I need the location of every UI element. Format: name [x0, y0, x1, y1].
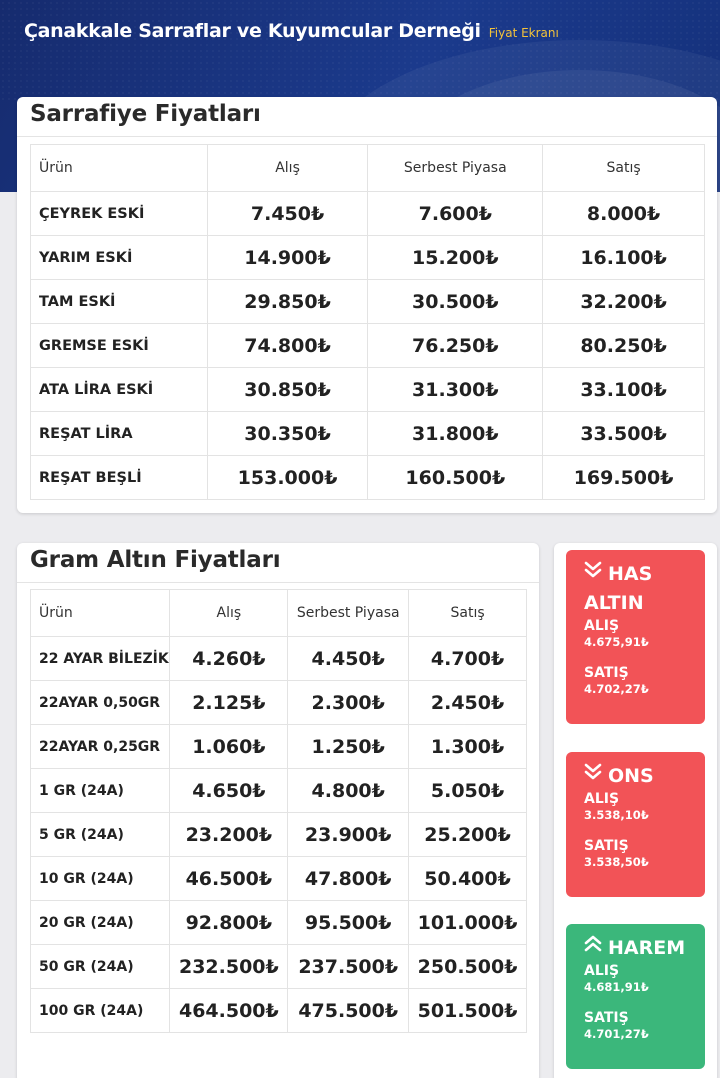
- product-name-cell: ÇEYREK ESKİ: [31, 192, 208, 236]
- table-row: [31, 857, 527, 901]
- table-row: [31, 236, 705, 280]
- sarrafiye-title: Sarrafiye Fiyatları: [17, 97, 717, 137]
- table-header-row: [31, 590, 527, 637]
- buy-price-cell: 153.000₺: [207, 456, 368, 500]
- buy-price-cell: 232.500₺: [170, 945, 288, 989]
- product-name-cell: ATA LİRA ESKİ: [31, 368, 208, 412]
- has-sell-value: 4.702,27₺: [584, 682, 649, 696]
- harem-sell-label: SATIŞ: [584, 1010, 629, 1026]
- product-name-cell: 5 GR (24A): [31, 813, 170, 857]
- market-price-cell: 2.300₺: [288, 681, 409, 725]
- table-row: [31, 637, 527, 681]
- sell-price-cell: 250.500₺: [409, 945, 527, 989]
- product-name-cell: 22AYAR 0,50GR: [31, 681, 170, 725]
- market-price-cell: 4.800₺: [288, 769, 409, 813]
- product-name-cell: REŞAT LİRA: [31, 412, 208, 456]
- table-row: [31, 813, 527, 857]
- market-price-cell: 76.250₺: [368, 324, 543, 368]
- buy-price-cell: 1.060₺: [170, 725, 288, 769]
- buy-price-cell: 30.850₺: [207, 368, 368, 412]
- ons-label: ONS: [608, 765, 654, 787]
- sell-price-cell: 1.300₺: [409, 725, 527, 769]
- product-name-cell: REŞAT BEŞLİ: [31, 456, 208, 500]
- buy-price-cell: 92.800₺: [170, 901, 288, 945]
- buy-price-cell: 14.900₺: [207, 236, 368, 280]
- sell-price-cell: 16.100₺: [543, 236, 705, 280]
- market-price-cell: 475.500₺: [288, 989, 409, 1033]
- table-row: [31, 280, 705, 324]
- site-title: Çanakkale Sarraflar ve Kuyumcular Derneği: [24, 20, 481, 42]
- title-row: [24, 20, 559, 42]
- product-name-cell: TAM ESKİ: [31, 280, 208, 324]
- column-header-sell: Satış: [543, 145, 705, 192]
- product-name-cell: 20 GR (24A): [31, 901, 170, 945]
- market-price-cell: 237.500₺: [288, 945, 409, 989]
- has-buy-label: ALIŞ: [584, 618, 620, 634]
- column-header-market: Serbest Piyasa: [368, 145, 543, 192]
- table-row: [31, 412, 705, 456]
- table-row: [31, 901, 527, 945]
- table-row: [31, 725, 527, 769]
- market-price-cell: 23.900₺: [288, 813, 409, 857]
- product-name-cell: GREMSE ESKİ: [31, 324, 208, 368]
- column-header-product: Ürün: [31, 590, 170, 637]
- gram-table: [30, 589, 527, 1033]
- buy-price-cell: 46.500₺: [170, 857, 288, 901]
- has-sell-label: SATIŞ: [584, 665, 629, 681]
- market-price-cell: 15.200₺: [368, 236, 543, 280]
- table-row: [31, 769, 527, 813]
- sell-price-cell: 169.500₺: [543, 456, 705, 500]
- table-row: [31, 456, 705, 500]
- sell-price-cell: 8.000₺: [543, 192, 705, 236]
- has-buy-value: 4.675,91₺: [584, 635, 649, 649]
- harem-buy-label: ALIŞ: [584, 963, 620, 979]
- table-row: [31, 989, 527, 1033]
- buy-price-cell: 7.450₺: [207, 192, 368, 236]
- market-price-cell: 95.500₺: [288, 901, 409, 945]
- has-altin-line2: ALTIN: [584, 592, 644, 614]
- product-name-cell: 100 GR (24A): [31, 989, 170, 1033]
- harem-buy-value: 4.681,91₺: [584, 980, 649, 994]
- sell-price-cell: 32.200₺: [543, 280, 705, 324]
- buy-price-cell: 2.125₺: [170, 681, 288, 725]
- buy-price-cell: 29.850₺: [207, 280, 368, 324]
- ons-buy-label: ALIŞ: [584, 791, 620, 807]
- product-name-cell: 22AYAR 0,25GR: [31, 725, 170, 769]
- harem-label: HAREM: [608, 937, 686, 959]
- market-price-cell: 1.250₺: [288, 725, 409, 769]
- product-name-cell: 1 GR (24A): [31, 769, 170, 813]
- sell-price-cell: 501.500₺: [409, 989, 527, 1033]
- buy-price-cell: 74.800₺: [207, 324, 368, 368]
- buy-price-cell: 4.260₺: [170, 637, 288, 681]
- sarrafiye-table: [30, 144, 705, 500]
- table-row: [31, 324, 705, 368]
- market-price-cell: 47.800₺: [288, 857, 409, 901]
- harem-name: [584, 934, 705, 963]
- ons-sell-value: 3.538,50₺: [584, 855, 649, 869]
- ons-name: [584, 762, 705, 791]
- market-price-cell: 31.300₺: [368, 368, 543, 412]
- chevron-double-up-icon: [584, 934, 602, 963]
- product-name-cell: YARIM ESKİ: [31, 236, 208, 280]
- column-header-sell: Satış: [409, 590, 527, 637]
- sell-price-cell: 2.450₺: [409, 681, 527, 725]
- buy-price-cell: 464.500₺: [170, 989, 288, 1033]
- ons-box: [566, 752, 705, 897]
- sell-price-cell: 33.500₺: [543, 412, 705, 456]
- column-header-buy: Alış: [207, 145, 368, 192]
- buy-price-cell: 23.200₺: [170, 813, 288, 857]
- sell-price-cell: 80.250₺: [543, 324, 705, 368]
- chevron-double-down-icon: [584, 560, 602, 589]
- sarrafiye-card: [17, 97, 717, 513]
- has-altin-name: [584, 560, 705, 589]
- column-header-buy: Alış: [170, 590, 288, 637]
- gram-card: [17, 543, 539, 1078]
- harem-box: [566, 924, 705, 1069]
- ons-buy-value: 3.538,10₺: [584, 808, 649, 822]
- buy-price-cell: 4.650₺: [170, 769, 288, 813]
- product-name-cell: 50 GR (24A): [31, 945, 170, 989]
- gram-title: Gram Altın Fiyatları: [17, 543, 539, 583]
- market-price-cell: 30.500₺: [368, 280, 543, 324]
- site-subtitle: Fiyat Ekranı: [488, 26, 559, 40]
- market-price-cell: 31.800₺: [368, 412, 543, 456]
- table-row: [31, 681, 527, 725]
- sell-price-cell: 4.700₺: [409, 637, 527, 681]
- has-altin-box: [566, 550, 705, 724]
- sell-price-cell: 33.100₺: [543, 368, 705, 412]
- sell-price-cell: 25.200₺: [409, 813, 527, 857]
- summary-panel: [554, 543, 717, 1078]
- product-name-cell: 10 GR (24A): [31, 857, 170, 901]
- chevron-double-down-icon: [584, 762, 602, 791]
- table-row: [31, 368, 705, 412]
- has-altin-line1: HAS: [608, 563, 653, 585]
- ons-sell-label: SATIŞ: [584, 838, 629, 854]
- table-header-row: [31, 145, 705, 192]
- buy-price-cell: 30.350₺: [207, 412, 368, 456]
- market-price-cell: 4.450₺: [288, 637, 409, 681]
- market-price-cell: 160.500₺: [368, 456, 543, 500]
- market-price-cell: 7.600₺: [368, 192, 543, 236]
- sell-price-cell: 50.400₺: [409, 857, 527, 901]
- table-row: [31, 945, 527, 989]
- table-row: [31, 192, 705, 236]
- sell-price-cell: 5.050₺: [409, 769, 527, 813]
- harem-sell-value: 4.701,27₺: [584, 1027, 649, 1041]
- column-header-market: Serbest Piyasa: [288, 590, 409, 637]
- sell-price-cell: 101.000₺: [409, 901, 527, 945]
- product-name-cell: 22 AYAR BİLEZİK: [31, 637, 170, 681]
- column-header-product: Ürün: [31, 145, 208, 192]
